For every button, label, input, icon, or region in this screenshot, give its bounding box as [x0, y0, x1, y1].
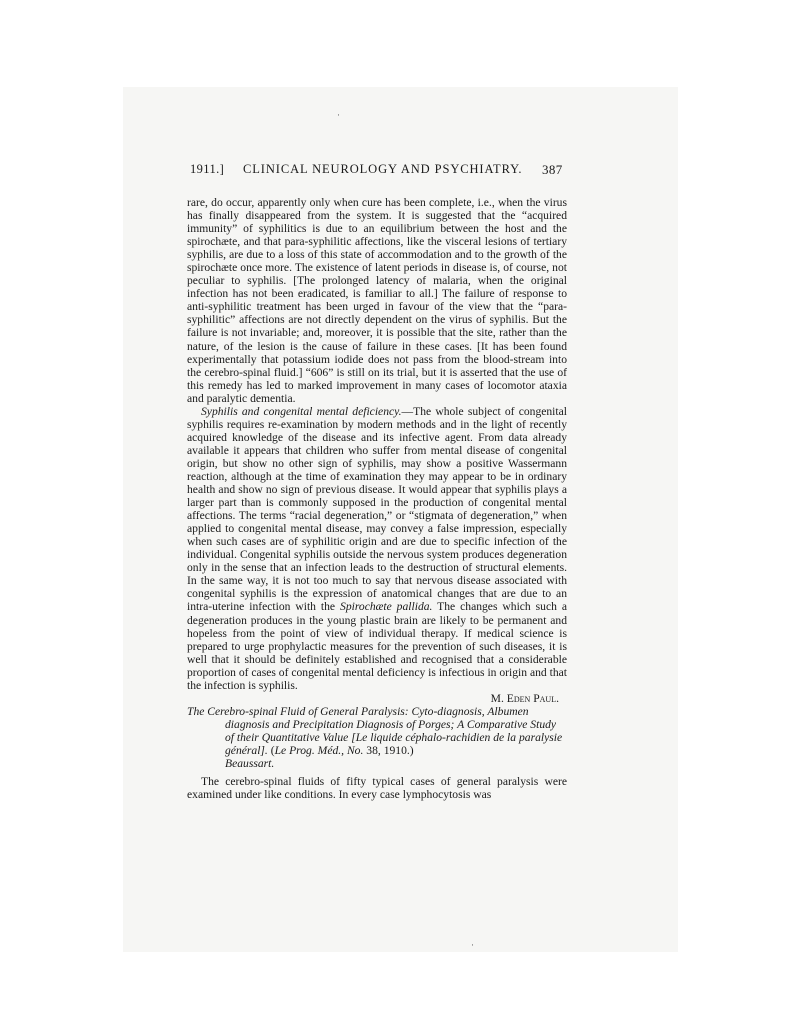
organism-name: Spirochæte pallida.: [340, 600, 433, 614]
heading-dash: —: [401, 404, 414, 418]
bottom-mark: ·: [471, 940, 474, 950]
reference-journal: Le Prog. Méd., No.: [274, 743, 364, 757]
page-number: 387: [542, 162, 563, 177]
section-heading: Syphilis and congenital mental deficiency.: [201, 404, 402, 418]
paragraph-text-b: The changes which such a degeneration produces in the young plastic brain are likely to be permanent and hopeless from the point of view of individual therapy. If medical science is prepared to urge prophylactic measures for the prevention of such diseases, it is well that it should be definitely established and recognised that a considerable proportion of cases of congenital mental deficiency is infectious in origin and that the infection is syphilis.: [187, 600, 567, 692]
paragraph-latency: rare, do occur, apparently only when cure has been complete, i.e., when the virus has finally disappeared from the system. It is suggested that the “acquired immunity” of syphilitics is due to an equilibrium between the host and the spirochæte, and that para-syphilitic affections, like the visceral lesions of tertiary syphilis, are due to a loss of this state of accommodation and to the growth of the spirochæte once more. The existence of latent periods in disease is, of course, not peculiar to syphilis. [The prolonged latency of malaria, when the original infection has not been eradicated, is familiar to all.] The failure of response to anti-syphilitic treatment has been urged in favour of the view that the “para-syphilitic” affections are not directly dependent on the virus of syphilis. But the failure is not invariable; and, moreover, it is possible that the site, rather than the nature, of the lesion is the cause of failure in these cases. [It has been found experimentally that potassium iodide does not pass from the blood-stream into the cerebro-spinal fluid.] “606” is still on its trial, but it is asserted that the use of this remedy has led to marked improvement in many cases of locomotor ataxia and paralytic dementia.: [187, 196, 567, 405]
reference-source-open: (: [270, 743, 275, 757]
paragraph-congenital-syphilis: [187, 405, 567, 692]
reference-source-rest: 38, 1910.): [366, 743, 414, 757]
header-year: 1911.]: [190, 162, 225, 176]
page-body: [187, 196, 567, 801]
reference-author: Beaussart.: [225, 757, 275, 771]
signature: M. Eden Paul.: [490, 691, 559, 705]
paragraph-text-a: The whole subject of congenital syphilis requires re-examination by modern methods and in the light of recently acquired knowledge of the disease and its infective agent. From data already available it appears that children who suffer from mental disease of congenital origin, but show no other sign of syphilis, may show a positive Wassermann reaction, although at the time of examination they may appear to be in ordinary health and show no sign of previous disease. It would appear that syphilis plays a larger part than is commonly supposed in the production of congenital mental affections. The terms “racial degeneration,” or “stigmata of degeneration,” when applied to congenital mental disease, may convey a false impression, especially when such cases are of syphilitic origin and are due to specific infection of the individual. Congenital syphilis outside the nervous system produces degeneration only in the sense that an infection leads to the destruction of structural elements. In the same way, it is not too much to say that nervous disease associated with congenital syphilis is the expression of anatomical changes that are due to an intra-uterine infection with the: [187, 404, 567, 614]
header-title: CLINICAL NEUROLOGY AND PSYCHIATRY.: [243, 162, 523, 176]
reference-title: The Cerebro-spinal Fluid of General Paralysis: Cyto-diagnosis, Albumen diagnosis and Precipitation Diagnosis of Porges; A Comparative Study of their Quantitative Value [Le liquide céphalo-rachidien de la paralysie général].: [187, 704, 563, 757]
top-mark: ·: [337, 110, 340, 120]
reference-citation: [187, 705, 567, 770]
paragraph-cerebrospinal: The cerebro-spinal fluids of fifty typical cases of general paralysis were examined under like conditions. In every case lymphocytosis was: [187, 775, 567, 802]
